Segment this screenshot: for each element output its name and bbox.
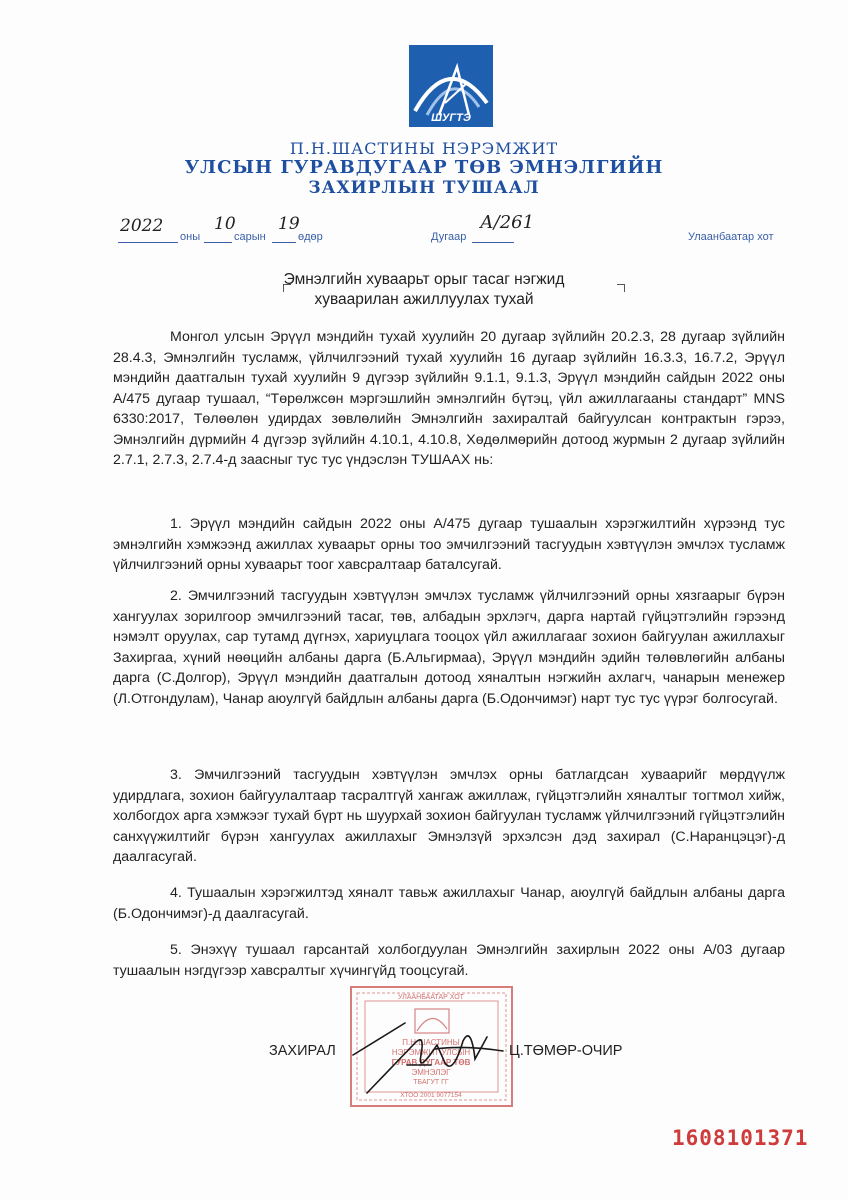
preamble-text: Монгол улсын Эрүүл мэндийн тухай хуулийн 20 дугаар зүйлийн 20.2.3, 28 дугаар зүйлийн 28.4.3, Эмнэлгийн тусламж, үйлчилгээний тухай хуулийн 16 дугаар зүйлийн 16.3.3, 16.7.2, Эрүүл мэндийн даатгалын тухай хуулийн 9 дүгээр зүйлийн 9.1.1, 9.1.3, Эрүүл мэндийн сайдын 2022 оны А/475 дугаар тушаал, “Төрөлжсөн мэргэшлийн эмнэлгийн бүтэц, үйл ажиллагааны стандарт” MNS 6330:2017, Төлөөлөн удирдах зөвлөлийн Эмнэлгийн захиралтай байгуулсан контрактын гэрээ, Эмнэлгийн дүрмийн 4 дүгээр зүйлийн 4.10.1, 4.10.8, Хөдөлмөрийн дотоод журмын 2 дугаар зүйлийн 2.7.1, 2.7.3, 2.7.4-д заасныг тус тус үндэслэн ТУШААХ нь: <box>113 329 785 468</box>
director-name: Ц.ТӨМӨР-ОЧИР <box>509 1043 623 1059</box>
serial-number: 1608101371 <box>672 1126 809 1150</box>
header-line-1: П.Н.ШАСТИНЫ НЭРЭМЖИТ <box>289 139 559 158</box>
day-label: өдөр <box>298 231 323 243</box>
order-item-3: 3. Эмчилгээний тасгуудын хэвтүүлэн эмчлэх орны батлагдсан хуваарийг мөрдүүлж удирдлага, зохион байгуулалтаар тасралтгүй хангаж ажиллаж, гүйцэтгэлийн хяналтыг тогтмол хийж, холбогдох арга хэмжээг тухай бүрт нь шуурхай зохион байгуулан тусламж үйлчилгээний гүйцэтгэлийн санхүүжилтийг бүрэн хангуулах ажиллахыг Эмнэлзүй эрхэлсэн дэд захирал (С.Наранцэцэг)-д даалгасугай. <box>113 767 785 865</box>
preamble <box>113 327 785 471</box>
title-line-2: хуваарилан ажиллуулах тухай <box>314 291 534 308</box>
svg-text:ХТОО 2001 9077154: ХТОО 2001 9077154 <box>400 1092 462 1099</box>
svg-text:П.Н.ШАСТИНЫ: П.Н.ШАСТИНЫ <box>402 1038 460 1047</box>
title-corner-right <box>617 284 625 292</box>
logo-text: ШУГТЭ <box>431 112 471 124</box>
svg-text:НЭРЭМЖИТ УЛСЫН: НЭРЭМЖИТ УЛСЫН <box>391 1048 471 1057</box>
date-month: 10 <box>214 214 236 234</box>
title-corner-left <box>283 284 291 292</box>
order-item-4: 4. Тушаалын хэрэгжилтэд хяналт тавьж ажиллахыг Чанар, аюулгүй байдлын албаны дарга (Б.Одончимэг)-д даалгасугай. <box>113 885 785 922</box>
order-item-2: 2. Эмчилгээний тасгуудын хэвтүүлэн эмчлэх тусламж үйлчилгээний орны хязгаарыг бүрэн хангуулах зорилгоор эмчилгээний тасаг, төв, албадын эрхлэгч, дарга нартай гүйцэтгэлийн гэрээнд нэмэлт оруулах, сар тутамд дүгнэх, хариуцлага тооцох үйл ажиллагааг зохион байгуулан ажиллахыг Захиргаа, хүний нөөцийн албаны дарга (Б.Альгирмаа), Эрүүл мэндийн эдийн төлөвлөгийн албаны дарга (С.Долгор), Эрүүл мэндийн даатгалын дотоод хяналтын нэгжийн ахлагч, чанарын менежер (Л.Отгондулам), Чанар аюулгүй байдлын албаны дарга (Б.Одончимэг) нарт тус тус үүрэг болгосугай. <box>113 588 785 707</box>
director-title: ЗАХИРАЛ <box>269 1043 336 1059</box>
order-number: А/261 <box>480 212 535 233</box>
date-day: 19 <box>278 214 300 234</box>
svg-text:ЭМНЭЛЭГ: ЭМНЭЛЭГ <box>411 1068 451 1077</box>
svg-text:ГУРАВ ДУГААР ТӨВ: ГУРАВ ДУГААР ТӨВ <box>391 1058 471 1067</box>
order-title <box>0 270 848 310</box>
date-year: 2022 <box>120 216 164 236</box>
hospital-logo <box>409 45 493 127</box>
svg-text:ТБАГУТ ГГ: ТБАГУТ ГГ <box>413 1079 449 1086</box>
svg-text:УЛААНБААТАР ХОТ: УЛААНБААТАР ХОТ <box>398 994 464 1001</box>
order-item-5: 5. Энэхүү тушаал гарсантай холбогдуулан Эмнэлгийн захирлын 2022 оны А/03 дугаар тушаалын нэгдүгээр хавсралтыг хүчингүйд тооцсугай. <box>113 942 785 979</box>
city-label: Улаанбаатар хот <box>688 231 774 243</box>
title-line-1: Эмнэлгийн хуваарьт орыг тасаг нэгжид <box>283 271 565 288</box>
year-label: оны <box>180 231 201 243</box>
number-label: Дугаар <box>431 231 467 243</box>
order-item-1: 1. Эрүүл мэндийн сайдын 2022 оны А/475 дугаар тушаалын хэрэгжилтийн хүрээнд тус эмнэлгийн хэмжээнд ажиллах хуваарьт орны тоо эмчилгээний тасгуудын хэвтүүлэн эмчлэх тусламж үйлчилгээний орны хуваарьт тоог хавсралтаар баталсугай. <box>113 516 785 573</box>
header-line-3: ЗАХИРЛЫН ТУШААЛ <box>308 178 540 198</box>
month-label: сарын <box>234 231 266 243</box>
date-line <box>118 212 798 246</box>
handwritten-signature <box>345 1015 515 1095</box>
header-line-2: УЛСЫН ГУРАВДУГААР ТӨВ ЭМНЭЛГИЙН <box>184 157 664 178</box>
